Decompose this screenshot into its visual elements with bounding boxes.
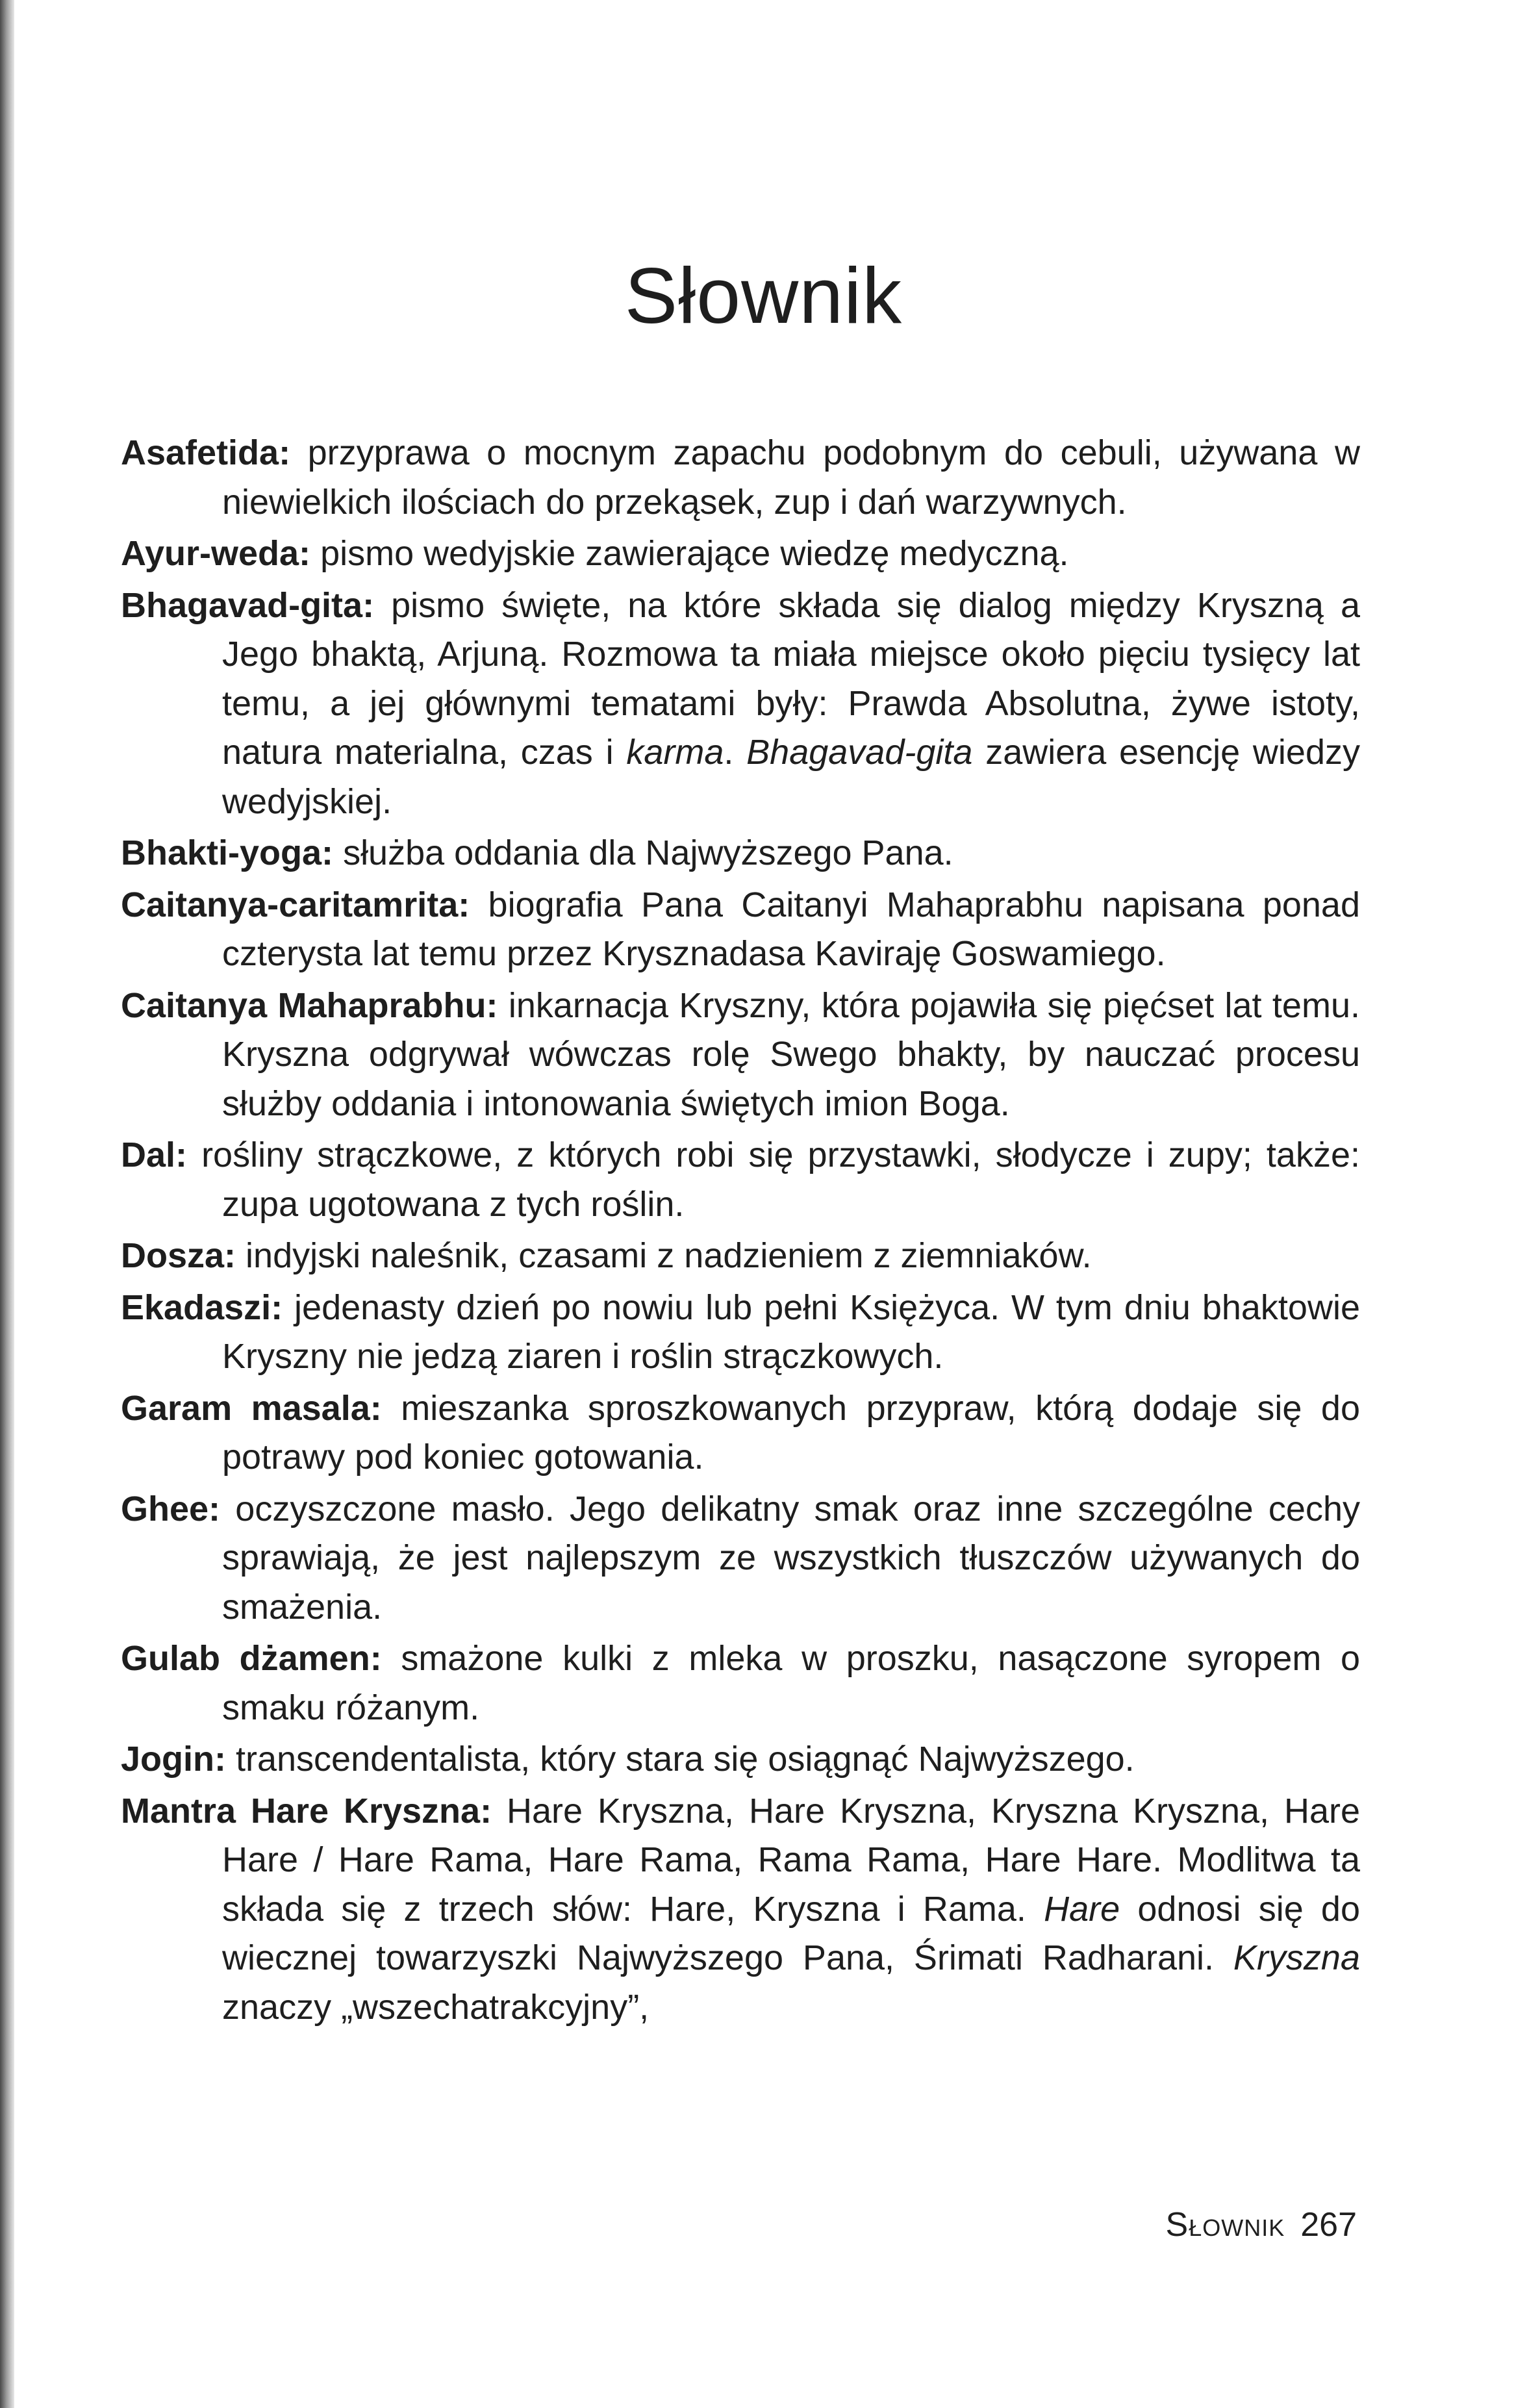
glossary-entry-dal bbox=[121, 1131, 1360, 1229]
entry-definition: transcendentalista, który stara się osiągnąć Najwyższego. bbox=[236, 1740, 1135, 1779]
entry-term: Ghee: bbox=[121, 1489, 221, 1528]
page-footer bbox=[1166, 2205, 1357, 2244]
entry-definition: inkarnacja Kryszny, która pojawiła się pięćset lat temu. Kryszna odgrywał wówczas rolę Swego bhakty, by nauczać procesu służby oddania i intonowania świętych imion Boga. bbox=[222, 985, 1360, 1123]
glossary-entry-bhakti-yoga bbox=[121, 829, 1360, 878]
glossary-entry-caitanya-mahaprabhu bbox=[121, 982, 1360, 1129]
entry-definition: odnosi się do wiecznej towarzyszki Najwyższego Pana, Śrimati Radharani. bbox=[222, 1889, 1360, 1977]
running-footer-label: Słownik bbox=[1165, 2206, 1285, 2244]
entry-definition: jedenasty dzień po nowiu lub pełni Księżyca. W tym dniu bhaktowie Kryszny nie jedzą ziaren i roślin strączkowych. bbox=[222, 1287, 1360, 1376]
entry-definition: indyjski naleśnik, czasami z nadzieniem z ziemniaków. bbox=[246, 1236, 1092, 1275]
glossary-entry-ayur-weda bbox=[121, 529, 1360, 579]
page-title: Słownik bbox=[624, 251, 903, 340]
entry-term: Mantra Hare Kryszna: bbox=[121, 1791, 492, 1831]
glossary-entry-ghee bbox=[121, 1485, 1360, 1632]
glossary-entry-garam-masala bbox=[121, 1384, 1360, 1482]
entry-term: Garam masala: bbox=[121, 1388, 382, 1428]
entry-term: Gulab dżamen: bbox=[121, 1639, 382, 1678]
entry-definition: . bbox=[724, 733, 734, 772]
entry-definition: smażone kulki z mleka w proszku, nasączone syropem o smaku różanym. bbox=[222, 1639, 1360, 1727]
glossary-entry-jogin bbox=[121, 1735, 1360, 1784]
entry-definition: Hare Kryszna, Hare Kryszna, Kryszna Kryszna, Hare Hare / Hare Rama, Hare Rama, Rama Rama, Hare Hare. Modlitwa ta składa się z trzech słów: Hare, Kryszna i Rama. bbox=[222, 1791, 1360, 1929]
entry-term: Ayur-weda: bbox=[121, 534, 311, 573]
glossary-entry-caitanya-caritamrita bbox=[121, 881, 1360, 979]
glossary-list bbox=[121, 429, 1360, 2034]
entry-definition: przyprawa o mocnym zapachu podobnym do cebuli, używana w niewielkich ilościach do przekąsek, zup i dań warzywnych. bbox=[222, 433, 1360, 522]
entry-definition: służba oddania dla Najwyższego Pana. bbox=[343, 833, 953, 872]
entry-term: Jogin: bbox=[121, 1740, 226, 1779]
entry-term: Caitanya-caritamrita: bbox=[121, 885, 470, 924]
glossary-entry-asafetida bbox=[121, 429, 1360, 527]
entry-term: Bhagavad-gita: bbox=[121, 585, 375, 625]
entry-definition: zawiera esencję wiedzy wedyjskiej. bbox=[222, 733, 1360, 821]
entry-definition: rośliny strączkowe, z których robi się przystawki, słodycze i zupy; także: zupa ugotowana z tych roślin. bbox=[201, 1135, 1360, 1224]
entry-definition: znaczy „wszechatrakcyjny”, bbox=[222, 1987, 650, 2027]
entry-term: Asafetida: bbox=[121, 433, 291, 472]
entry-italic-term: Kryszna bbox=[1233, 1938, 1360, 1977]
entry-term: Dosza: bbox=[121, 1236, 236, 1275]
entry-italic-term: Hare bbox=[1044, 1889, 1120, 1929]
entry-definition: pismo wedyjskie zawierające wiedzę medyczną. bbox=[320, 534, 1069, 573]
glossary-entry-bhagavad-gita bbox=[121, 581, 1360, 827]
glossary-entry-gulab-dzamen bbox=[121, 1634, 1360, 1732]
entry-term: Caitanya Mahaprabhu: bbox=[121, 985, 498, 1025]
glossary-entry-dosza bbox=[121, 1232, 1360, 1281]
glossary-entry-mantra-hare-kryszna bbox=[121, 1787, 1360, 2033]
page-number: 267 bbox=[1300, 2206, 1357, 2244]
entry-italic-term: karma bbox=[626, 733, 724, 772]
entry-definition: oczyszczone masło. Jego delikatny smak oraz inne szczególne cechy sprawiają, że jest najlepszym ze wszystkich tłuszczów używanych do smażenia. bbox=[222, 1489, 1360, 1627]
entry-term: Ekadaszi: bbox=[121, 1287, 283, 1327]
entry-term: Bhakti-yoga: bbox=[121, 833, 334, 872]
entry-italic-term: Bhagavad-gita bbox=[746, 733, 973, 772]
entry-definition: biografia Pana Caitanyi Mahaprabhu napisana ponad czterysta lat temu przez Krysznadasa Kaviraję Goswamiego. bbox=[222, 885, 1360, 973]
entry-definition: pismo święte, na które składa się dialog między Kryszną a Jego bhaktą, Arjuną. Rozmowa ta miała miejsce około pięciu tysięcy lat temu, a jej głównymi tematami były: Prawda Absolutna, żywe istoty, natura materialna, czas i bbox=[222, 585, 1360, 772]
entry-definition: mieszanka sproszkowanych przypraw, którą dodaje się do potrawy pod koniec gotowania. bbox=[222, 1388, 1360, 1476]
entry-term: Dal: bbox=[121, 1135, 188, 1174]
glossary-entry-ekadaszi bbox=[121, 1284, 1360, 1382]
